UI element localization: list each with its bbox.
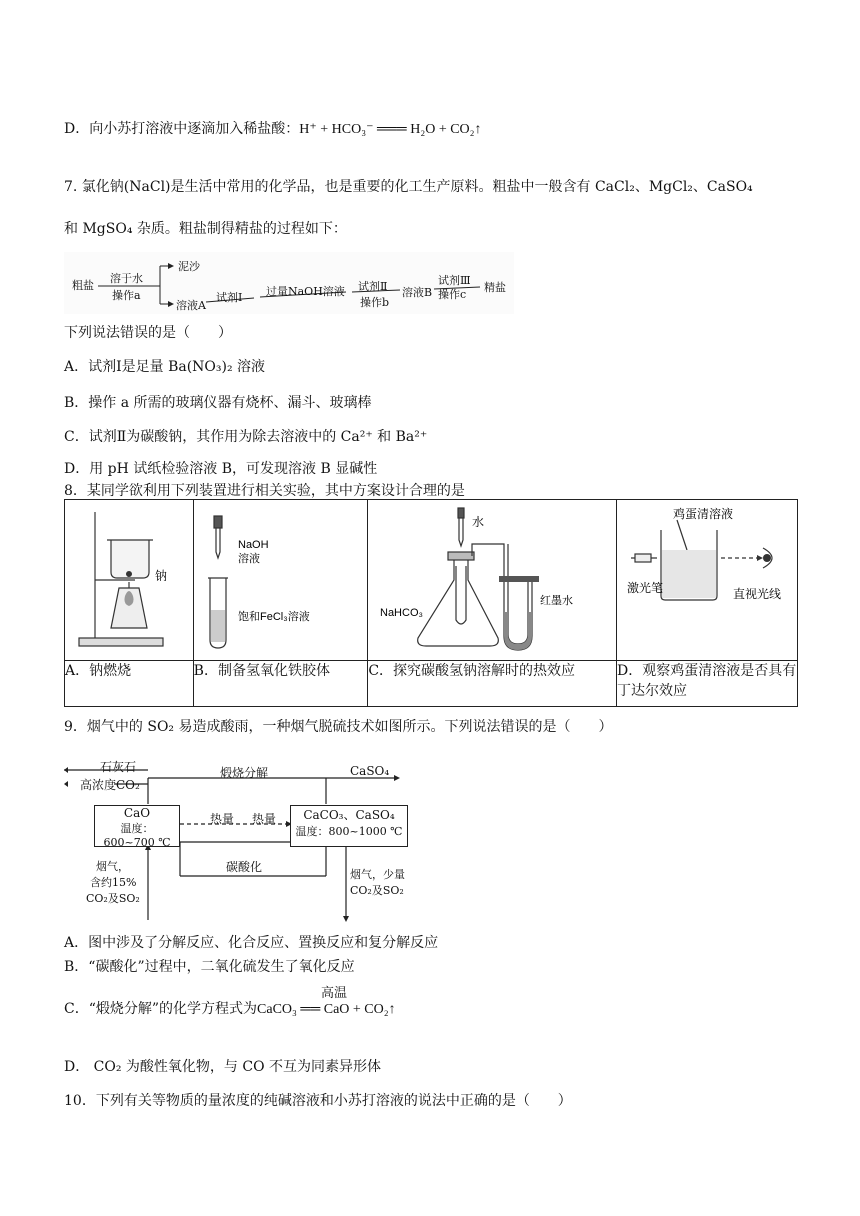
q9-condition-high-temp: 高温	[321, 985, 348, 1000]
q6-option-d-equation: H⁺ + HCO₃⁻ ═══ H₂O + CO₂↑	[299, 122, 482, 137]
cao-reactor-box	[94, 805, 180, 847]
water-label: 水	[472, 515, 485, 529]
flow-dissolve: 溶于水	[110, 272, 143, 285]
q6-option-d	[64, 118, 482, 138]
diagram-heat-2: 热量	[252, 812, 277, 826]
apparatus-b	[193, 500, 368, 661]
q8-option-a: A．钠燃烧	[65, 661, 194, 707]
diagram-cao: CaO	[123, 806, 151, 820]
naoh-label: NaOH	[237, 539, 269, 551]
ferric-hydroxide-colloid-apparatus-icon	[194, 500, 366, 656]
diagram-carbonation: 碳酸化	[226, 860, 263, 874]
diagram-flue-3: CO₂及SO₂	[86, 892, 140, 905]
q9-option-c-text: C．“煅烧分解”的化学方程式为	[64, 1001, 258, 1017]
q7-stem-line1: 7. 氯化钠(NaCl)是生活中常用的化学品，也是重要的化工生产原料。粗盐中一般含有 CaCl₂、MgCl₂、CaSO₄	[64, 179, 753, 195]
sodium-burning-apparatus-icon	[65, 500, 191, 656]
sodium-bicarbonate-thermal-apparatus-icon	[368, 500, 614, 656]
diagram-calcine: 煅烧分解	[220, 766, 269, 780]
q10-stem: 10．下列有关等物质的量浓度的纯碱溶液和小苏打溶液的说法中正确的是（ ）	[64, 1093, 572, 1109]
diagram-co2: 高浓度CO₂	[80, 778, 140, 792]
q9-option-a: A．图中涉及了分解反应、化合反应、置换反应和复分解反应	[64, 935, 439, 951]
q6-option-d-text: D．向小苏打溶液中逐滴加入稀盐酸：	[64, 121, 300, 137]
diagram-flue-1: 烟气，	[96, 860, 129, 873]
flow-reagent-2: 试剂Ⅱ	[358, 280, 388, 293]
flow-crude-salt: 粗盐	[72, 279, 94, 292]
q7-option-c: C．试剂Ⅱ为碳酸钠，其作用为除去溶液中的 Ca²⁺ 和 Ba²⁺	[64, 429, 428, 445]
q9-stem: 9．烟气中的 SO₂ 易造成酸雨，一种烟气脱硫技术如图所示。下列说法错误的是（ ）	[64, 719, 613, 735]
nahco3-label: NaHCO₃	[380, 607, 424, 619]
diagram-limestone: 石灰石	[100, 760, 137, 774]
q9-option-c	[64, 985, 396, 1018]
diagram-caso4: CaSO₄	[350, 764, 390, 778]
q7-option-a: A．试剂Ⅰ是足量 Ba(NO₃)₂ 溶液	[64, 359, 266, 375]
flow-op-b: 操作b	[360, 296, 390, 309]
diagram-flue-5: CO₂及SO₂	[350, 884, 404, 897]
q9-option-d: D． CO₂ 为酸性氧化物，与 CO 不互为同素异形体	[64, 1059, 382, 1075]
fecl3-label: 饱和FeCl₃溶液	[237, 611, 310, 623]
caco3-reactor-box	[290, 805, 408, 847]
direct-light-label: 直视光线	[733, 587, 782, 601]
flow-op-c: 操作c	[438, 288, 467, 301]
red-ink-label: 红墨水	[540, 595, 574, 607]
naoh-solution-label: 溶液	[237, 553, 260, 565]
q9-option-c-equation	[257, 985, 396, 1017]
q8-option-d: D．观察鸡蛋清溶液是否具有丁达尔效应	[617, 661, 798, 707]
apparatus-d	[617, 500, 798, 661]
q8-option-b: B．制备氢氧化铁胶体	[193, 661, 368, 707]
sodium-label: 钠	[155, 569, 168, 583]
tyndall-effect-apparatus-icon	[617, 500, 797, 656]
laser-pen-label: 激光笔	[627, 581, 664, 595]
egg-white-label: 鸡蛋清溶液	[673, 507, 734, 521]
diagram-flue-2: 含约15%	[90, 876, 137, 889]
q8-option-c: C．探究碳酸氢钠溶解时的热效应	[368, 661, 617, 707]
flow-solution-b: 溶液B	[402, 286, 433, 299]
flow-refined-salt: 精盐	[484, 281, 506, 294]
diagram-heat-1: 热量	[210, 812, 235, 826]
flow-mud: 泥沙	[178, 260, 200, 273]
diagram-temp-1: 温度：600~700 ℃	[103, 822, 171, 849]
q9-equation-text: CaCO₃ ══ CaO + CO₂↑	[257, 1002, 396, 1017]
flow-op-a: 操作a	[112, 289, 141, 302]
flow-reagent-3: 试剂Ⅲ	[438, 274, 471, 287]
flow-naoh: 过量NaOH溶液	[266, 285, 345, 298]
diagram-temp-2: 温度：800~1000 ℃	[295, 825, 403, 838]
diagram-flue-4: 烟气，少量	[350, 868, 405, 881]
flow-reagent-1: 试剂Ⅰ	[216, 291, 243, 304]
q7-stem-line2: 和 MgSO₄ 杂质。粗盐制得精盐的过程如下：	[64, 221, 347, 237]
q8-stem: 8．某同学欲利用下列装置进行相关实验，其中方案设计合理的是	[64, 483, 465, 499]
q7-option-b: B．操作 a 所需的玻璃仪器有烧杯、漏斗、玻璃棒	[64, 395, 372, 411]
apparatus-a	[65, 500, 194, 661]
q8-apparatus-table	[64, 499, 798, 707]
diagram-caco3: CaCO₃、CaSO₄	[303, 808, 395, 822]
q9-option-b: B．“碳酸化”过程中，二氧化硫发生了氧化反应	[64, 959, 355, 975]
q7-question: 下列说法错误的是（ ）	[64, 325, 232, 341]
flow-solution-a: 溶液A	[176, 299, 206, 312]
q7-option-d: D．用 pH 试纸检验溶液 B，可发现溶液 B 显碱性	[64, 461, 378, 477]
apparatus-c	[368, 500, 617, 661]
